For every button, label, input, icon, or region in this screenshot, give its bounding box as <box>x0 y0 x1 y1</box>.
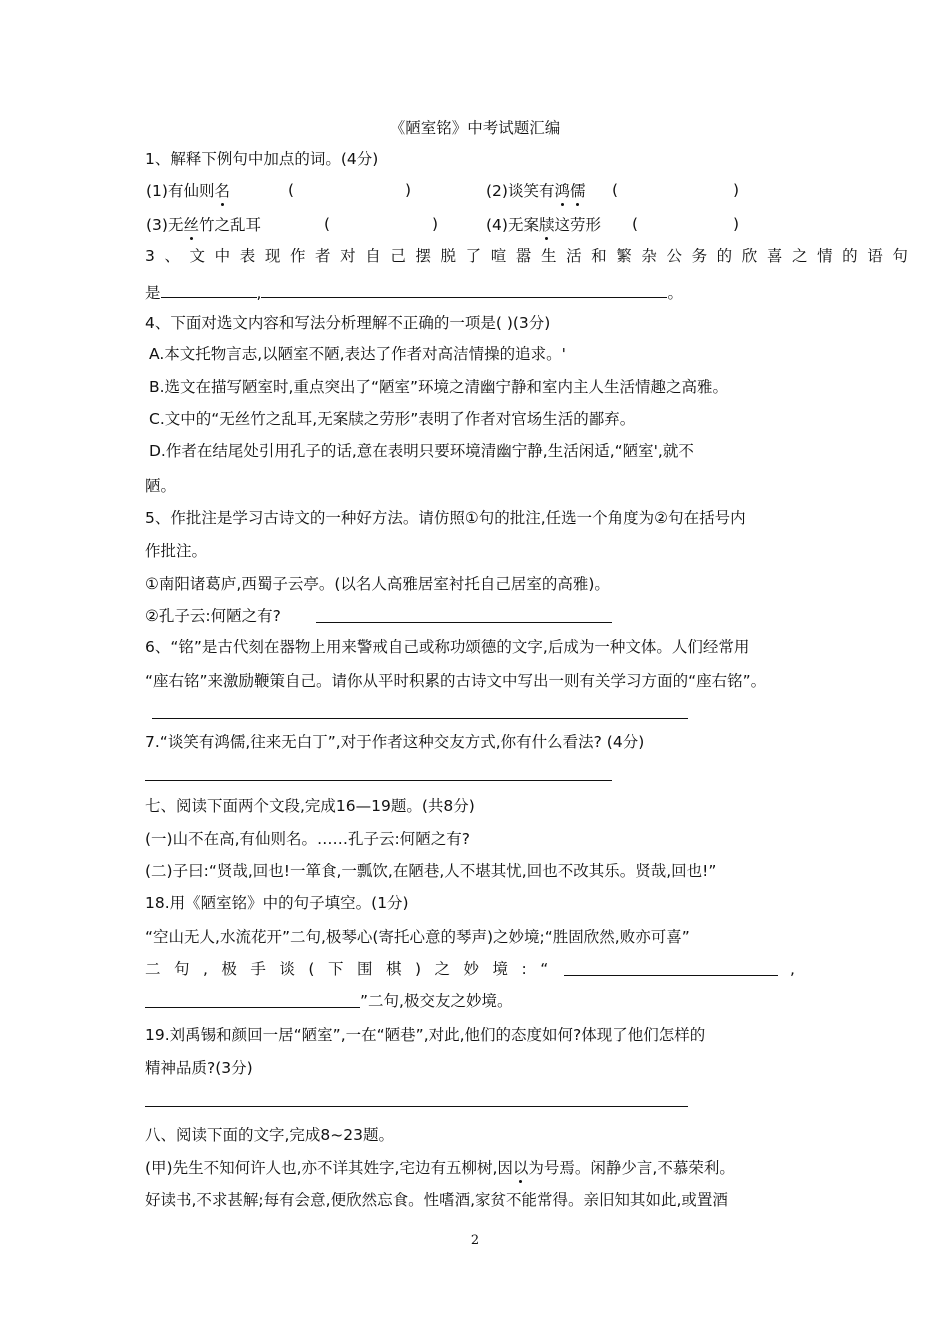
q1-item-1-open-paren: ( <box>288 181 295 199</box>
page-number: 2 <box>470 1233 480 1248</box>
q1-item-1 <box>146 181 230 201</box>
q1-item-3 <box>146 215 261 235</box>
q3-period: 。 <box>667 284 683 302</box>
q7-line-1: 7.“谈笑有鸿儒,往来无白丁”,对于作者这种交友方式,你有什么看法? (4分) <box>145 733 645 751</box>
q5-line-2: 作批注。 <box>145 542 208 560</box>
q18-line-1: “空山无人,水流花开”二句,极琴心(寄托心意的琴声)之妙境;“胜固欣然,败亦可喜” <box>145 928 690 946</box>
q6-line-2: “座右铭”来激励鞭策自己。请你从平时积累的古诗文中写出一则有关学习方面的“座右铭”。 <box>145 672 767 690</box>
q1-item-3-open-paren: ( <box>324 215 331 233</box>
q19-line-2: 精神品质?(3分) <box>145 1059 253 1077</box>
q5-example: ①南阳诸葛庐,西蜀子云亭。(以名人高雅居室衬托自己居室的高雅)。 <box>145 575 610 593</box>
q1-item-1-close-paren: ) <box>405 181 412 199</box>
q1-item-2-close-paren: ) <box>733 181 740 199</box>
emphasized-char: 儒 <box>569 182 586 200</box>
section-8-passage-line-2: 好读书,不求甚解;每有会意,便欣然忘食。性嗜酒,家贫不能常得。亲旧知其如此,或置酒 <box>145 1191 728 1209</box>
q3-answer-blank-1[interactable] <box>161 282 257 298</box>
q4-option-d: D.作者在结尾处引用孔子的话,意在表明只要环境清幽宁静,生活闲适,“陋室',就不 <box>149 442 694 460</box>
q4-heading: 4、下面对选文内容和写法分析理解不正确的一项是( )(3分) <box>145 314 551 332</box>
q1-item-4 <box>486 215 601 235</box>
document-title: 《陋室铭》中考试题汇编 <box>389 119 561 137</box>
q18-line-2: 二句,极手谈(下围棋)之妙境:“ <box>145 960 562 978</box>
section-7-heading: 七、阅读下面两个文段,完成16—19题。(共8分) <box>145 797 475 815</box>
section-8-heading: 八、阅读下面的文字,完成8~23题。 <box>145 1126 395 1144</box>
q1-item-3-text: (3)无 <box>146 216 184 234</box>
passage-text: (甲)先生不知何许人也,亦不详其姓字,宅边有五柳树,因 <box>145 1159 513 1177</box>
q18-comma: , <box>790 960 795 978</box>
q19-answer-line[interactable] <box>145 1106 688 1107</box>
emphasized-char: 鸿 <box>554 182 570 200</box>
q3-comma: , <box>256 284 262 302</box>
q3-prefix: 是 <box>145 284 161 302</box>
q1-item-4-open-paren: ( <box>632 215 639 233</box>
q1-item-1-text: (1)有仙则 <box>146 182 215 200</box>
q18-answer-blank-1[interactable] <box>564 960 778 976</box>
q4-option-c: C.文中的“无丝竹之乱耳,无案牍之劳形”表明了作者对官场生活的鄙弃。 <box>149 410 636 428</box>
q1-item-2-text: (2)谈笑有 <box>486 182 555 200</box>
q4-option-b: B.选文在描写陋室时,重点突出了“陋室”环境之清幽宁静和室内主人生活情趣之高雅。 <box>149 378 729 396</box>
q5-line-1: 5、作批注是学习古诗文的一种好方法。请仿照①句的批注,任选一个角度为②句在括号内 <box>145 509 746 527</box>
q6-line-1: 6、“铭”是古代刻在器物上用来警戒自己或称功颂德的文字,后成为一种文体。人们经常用 <box>145 638 750 656</box>
q5-answer-line[interactable] <box>316 622 612 623</box>
q6-answer-line[interactable] <box>152 718 688 719</box>
emphasized-char: 名 <box>214 182 230 200</box>
q1-item-4-text-end: 这劳形 <box>554 216 601 234</box>
q18-heading: 18.用《陋室铭》中的句子填空。(1分) <box>145 894 409 912</box>
section-8-passage-line-1 <box>145 1158 735 1178</box>
q1-item-3-text-end: 竹之乱耳 <box>198 216 261 234</box>
q18-line-3: ”二句,极交友之妙境。 <box>360 992 513 1010</box>
q1-item-2-open-paren: ( <box>612 181 619 199</box>
q3-answer-blank-2[interactable] <box>261 282 667 298</box>
q1-item-2 <box>486 181 586 201</box>
q7-answer-line[interactable] <box>145 780 612 781</box>
q3-line-2 <box>145 282 683 303</box>
q5-prompt: ②孔子云:何陋之有? <box>145 607 281 625</box>
q19-line-1: 19.刘禹锡和颜回一居“陋室”,一在“陋巷”,对此,他们的态度如何?体现了他们怎样的 <box>145 1026 706 1044</box>
q4-option-a: A.本文托物言志,以陋室不陋,表达了作者对高洁情操的追求。' <box>149 345 566 363</box>
q1-item-3-close-paren: ) <box>432 215 439 233</box>
section-7-passage-1: (一)山不在高,有仙则名。……孔子云:何陋之有? <box>145 830 470 848</box>
q1-item-4-text: (4)无案 <box>486 216 539 234</box>
emphasized-char: 丝 <box>183 216 199 234</box>
q3-line-1: 3、文中表现作者对自己摆脱了喧嚣生活和繁杂公务的欣喜之情的语句 <box>145 247 918 265</box>
emphasized-char: 以 <box>512 1159 529 1177</box>
q18-answer-blank-2[interactable] <box>145 992 360 1008</box>
q1-heading: 1、解释下例句中加点的词。(4分) <box>145 150 379 168</box>
q1-item-4-close-paren: ) <box>733 215 740 233</box>
section-7-passage-2: (二)子曰:“贤哉,回也!一箪食,一瓢饮,在陋巷,人不堪其忧,回也不改其乐。贤哉,回也!” <box>145 862 717 880</box>
passage-text-end: 为号焉。闲静少言,不慕荣利。 <box>528 1159 735 1177</box>
q4-option-d-cont: 陋。 <box>145 477 177 495</box>
emphasized-char: 牍 <box>538 216 555 234</box>
